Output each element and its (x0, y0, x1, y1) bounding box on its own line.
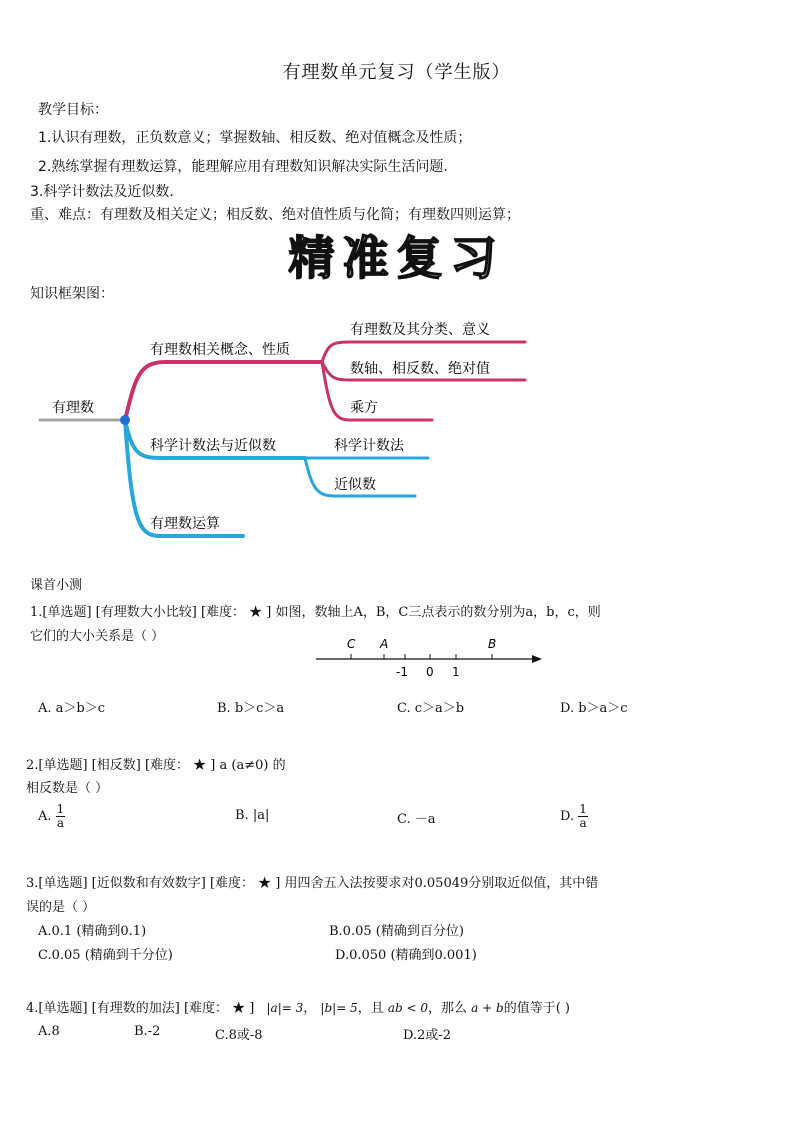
q4-option-b[interactable]: B.-2 (134, 1024, 161, 1039)
mindmap-branch1-child1: 有理数及其分类、意义 (350, 322, 490, 338)
q3-line1: 3.[单选题] [近似数和有效数字] [难度： ★ ] 用四舍五入法按要求对0.05049分别取近似值，其中错 (26, 876, 599, 891)
q2-option-d-fraction: $\frac{1}{a}$ (579, 802, 587, 830)
q1-option-a[interactable]: A. a＞b＞c (38, 701, 106, 716)
framework-label: 知识框架图： (30, 286, 114, 302)
q2-option-a[interactable] (38, 803, 65, 830)
q3-option-b[interactable]: B.0.05 (精确到百分位) (329, 924, 464, 939)
key-points: 重、难点：有理数及相关定义；相反数、绝对值性质与化简；有理数四则运算； (30, 207, 520, 223)
mindmap-branch2-child1: 科学计数法 (334, 438, 404, 454)
q4-prefix: 4.[单选题] [有理数的加法] [难度： ★ ] (26, 1001, 255, 1016)
point-b-label: B (488, 637, 497, 651)
objectives-label: 教学目标： (38, 102, 108, 118)
mindmap-branch1-child2: 数轴、相反数、绝对值 (350, 361, 490, 377)
q4-mid2: ，那么 (428, 1001, 468, 1016)
branch1-line (125, 362, 322, 420)
mindmap-branch2-child2: 近似数 (334, 477, 376, 493)
q2-line1: 2.[单选题] [相反数] [难度： ★ ] a (a≠0) 的 (26, 758, 286, 773)
q4-sep1: ， (303, 1001, 317, 1016)
quiz-title: 课首小测 (30, 578, 83, 593)
q2-option-b[interactable]: B. |a| (235, 808, 270, 823)
q2-option-d[interactable] (560, 803, 588, 830)
point-a-label: A (380, 637, 389, 651)
tick-0-label: 0 (426, 665, 434, 679)
q4-cond-ab: ab < 0 (387, 1001, 429, 1015)
q2-line2: 相反数是（ ） (26, 781, 109, 796)
mindmap-branch3: 有理数运算 (150, 516, 220, 532)
q4-tail: 的值等于( ) (503, 1001, 570, 1016)
mindmap-branch2: 科学计数法与近似数 (150, 438, 276, 454)
q4-option-d[interactable]: D.2或-2 (403, 1028, 452, 1043)
q4-option-a[interactable]: A.8 (38, 1024, 60, 1039)
q1-line1: 1.[单选题] [有理数大小比较] [难度： ★ ] 如图，数轴上A，B，C三点表示的数分别为a，b，c，则 (30, 605, 601, 620)
q1-option-d[interactable]: D. b＞a＞c (560, 701, 628, 716)
q1-option-c[interactable]: C. c＞a＞b (397, 701, 465, 716)
q3-option-a[interactable]: A.0.1 (精确到0.1) (38, 924, 147, 939)
q3-option-d[interactable]: D.0.050 (精确到0.001) (335, 948, 477, 963)
q4-mid: ，且 (357, 1001, 384, 1016)
point-c-label: C (347, 637, 356, 651)
mindmap-branch1-child3: 乘方 (350, 400, 378, 416)
page-title: 有理数单元复习（学生版） (282, 62, 511, 83)
q1-option-b[interactable]: B. b＞c＞a (217, 701, 285, 716)
q4-line1 (26, 997, 570, 1016)
mindmap-root: 有理数 (52, 400, 94, 416)
objective-2: 2.熟练掌握有理数运算，能理解应用有理数知识解决实际生活问题. (38, 159, 448, 175)
q1-line2: 它们的大小关系是（ ） (30, 629, 165, 644)
q4-cond-abs-b: |b|= 5 (320, 1001, 358, 1015)
tick-neg1-label: -1 (396, 665, 408, 679)
q2-option-d-prefix: D. (560, 809, 575, 824)
q4-cond-abs-a: |a|= 3 (266, 1001, 304, 1015)
branch1-child1-line (322, 342, 525, 362)
tick-1-label: 1 (452, 665, 460, 679)
objective-3: 3.科学计数法及近似数. (30, 184, 174, 200)
mindmap-branch1: 有理数相关概念、性质 (150, 342, 290, 358)
q4-expr: a + b (471, 1001, 504, 1015)
objective-1: 1.认识有理数，正负数意义；掌握数轴、相反数、绝对值概念及性质； (38, 130, 472, 146)
root-dot (120, 415, 130, 425)
q1-number-line (310, 632, 550, 682)
q2-option-a-prefix: A. (38, 809, 52, 824)
q3-line2: 误的是（ ） (26, 900, 96, 915)
banner-heading: 精准复习 (288, 231, 505, 285)
q2-option-c[interactable]: C. －a (397, 812, 436, 827)
q4-option-c[interactable]: C.8或-8 (215, 1028, 263, 1043)
knowledge-mindmap (0, 300, 793, 550)
q3-option-c[interactable]: C.0.05 (精确到千分位) (38, 948, 173, 963)
q2-option-a-fraction: $\frac{1}{a}$ (56, 802, 65, 830)
